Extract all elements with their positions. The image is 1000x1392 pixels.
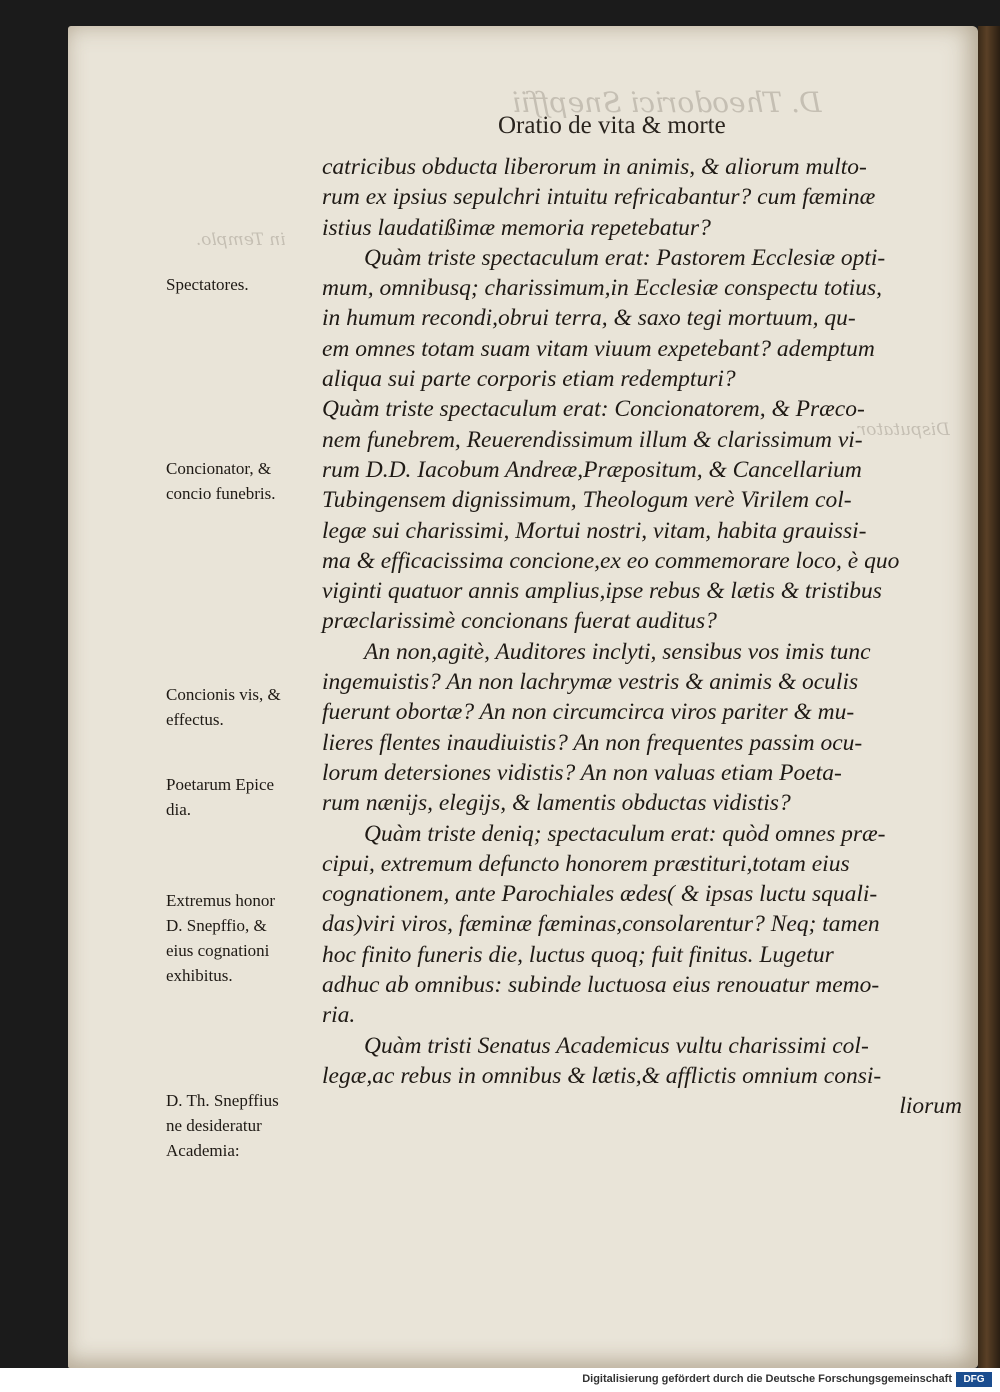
show-through-margin-1: in Templo. (196, 230, 286, 250)
text-line: catricibus obducta liberorum in animis, & aliorum multo- (322, 154, 867, 180)
show-through-head: D. Theodorici Snepffii (512, 86, 822, 119)
margin-note-line: effectus. (166, 710, 224, 729)
margin-note-line: eius cognationi (166, 941, 270, 960)
text-line: aliqua sui parte corporis etiam redempturi? (322, 366, 736, 393)
margin-note-line: ne desideratur (166, 1116, 262, 1135)
text-line: ingemuistis? An non lachrymæ vestris & animis & oculis (322, 669, 859, 696)
text-line: An non,agitè, Auditores inclyti, sensibus vos imis tunc (364, 638, 871, 665)
text-line: ma & efficacissima concione,ex eo commemorare loco, è quo (322, 547, 900, 574)
margin-note-line: D. Th. Snepffius (166, 1091, 279, 1110)
text-line: cognationem, ante Parochiales ædes( & ipsas luctu squali- (322, 881, 878, 908)
margin-note-extremus-honor (166, 888, 326, 988)
margin-note-line: concio funebris. (166, 484, 276, 503)
text-line: Quàm triste spectaculum erat: Concionatorem, & Præco- (322, 396, 865, 423)
text-line: Quàm triste spectaculum erat: Pastorem Ecclesiæ opti- (364, 244, 886, 271)
text-line: fuerunt obortæ? An non circumcirca viros pariter & mu- (322, 699, 855, 726)
margin-note-line: Concionator, & (166, 459, 272, 478)
margin-note-line: D. Snepffio, & (166, 916, 267, 935)
body-text (322, 152, 962, 1122)
footer-bar (0, 1368, 1000, 1392)
text-line: in humum recondi,obrui terra, & saxo tegi mortuum, qu- (322, 305, 856, 332)
text-line: ria. (322, 1002, 356, 1029)
margin-note-concionis-vis (166, 682, 326, 732)
text-line: hoc finito funeris die, luctus quoq; fuit finitus. Lugetur (322, 941, 834, 968)
text-line: Quàm tristi Senatus Academicus vultu charissimi col- (364, 1032, 869, 1059)
running-head: Oratio de vita & morte (498, 112, 726, 139)
text-line: das)viri viros, fæminæ fæminas,consolarentur? Neq; tamen (322, 911, 880, 938)
text-line: istius laudatißimæ memoria repetebatur? (322, 214, 711, 241)
text-line: adhuc ab omnibus: subinde luctuosa eius renouatur memo- (322, 972, 880, 999)
margin-note-line: Concionis vis, & (166, 685, 281, 704)
text-line: præclarissimè concionans fuerat auditus? (322, 608, 717, 635)
margin-note-line: Spectatores. (166, 275, 249, 294)
text-line: rum D.D. Iacobum Andreæ,Præpositum, & Cancellarium (322, 456, 862, 483)
text-line: lieres flentes inaudiuistis? An non frequentes passim ocu- (322, 729, 863, 756)
text-line: rum nænijs, elegijs, & lamentis obductas vidistis? (322, 790, 791, 817)
funding-credit: Digitalisierung gefördert durch die Deutsche Forschungsgemeinschaft (582, 1373, 952, 1385)
text-line: nem funebrem, Reuerendissimum illum & clarissimum vi- (322, 426, 863, 453)
text-line: cipui, extremum defuncto honorem præstituri,totam eius (322, 850, 850, 877)
margin-note-line: dia. (166, 800, 192, 819)
margin-note-spectatores (166, 272, 326, 297)
dfg-logo-icon: DFG (956, 1372, 992, 1387)
margin-note-concionator (166, 456, 326, 506)
page-edge (978, 26, 1000, 1368)
margin-note-line: Poetarum Epice (166, 775, 275, 794)
text-line: em omnes totam suam vitam viuum expetebant? ademptum (322, 335, 875, 362)
margin-note-poetarum (166, 772, 326, 822)
text-line: Tubingensem dignissimum, Theologum verè Virilem col- (322, 487, 852, 514)
text-line: mum, omnibusq; charissimum,in Ecclesiæ conspectu totius, (322, 275, 883, 302)
text-line: legæ,ac rebus in omnibus & lætis,& afflictis omnium consi- (322, 1062, 882, 1089)
margin-note-line: exhibitus. (166, 966, 233, 985)
text-line: Quàm triste deniq; spectaculum erat: quòd omnes præ- (364, 820, 886, 847)
margin-note-line: Academia: (166, 1141, 240, 1160)
catchword: liorum (899, 1093, 962, 1120)
show-through-margin-2: Disputator (858, 420, 950, 440)
margin-note-line: Extremus honor (166, 891, 276, 910)
text-line: lorum detersiones vidistis? An non valuas etiam Poeta- (322, 759, 842, 786)
text-line: viginti quatuor annis amplius,ipse rebus & lætis & tristibus (322, 578, 882, 605)
text-line: legæ sui charissimi, Mortui nostri, vitam, habita grauissi- (322, 517, 867, 544)
text-line: rum ex ipsius sepulchri intuitu refricabantur? cum fæminæ (322, 184, 876, 211)
margin-note-snepffius (166, 1088, 326, 1163)
